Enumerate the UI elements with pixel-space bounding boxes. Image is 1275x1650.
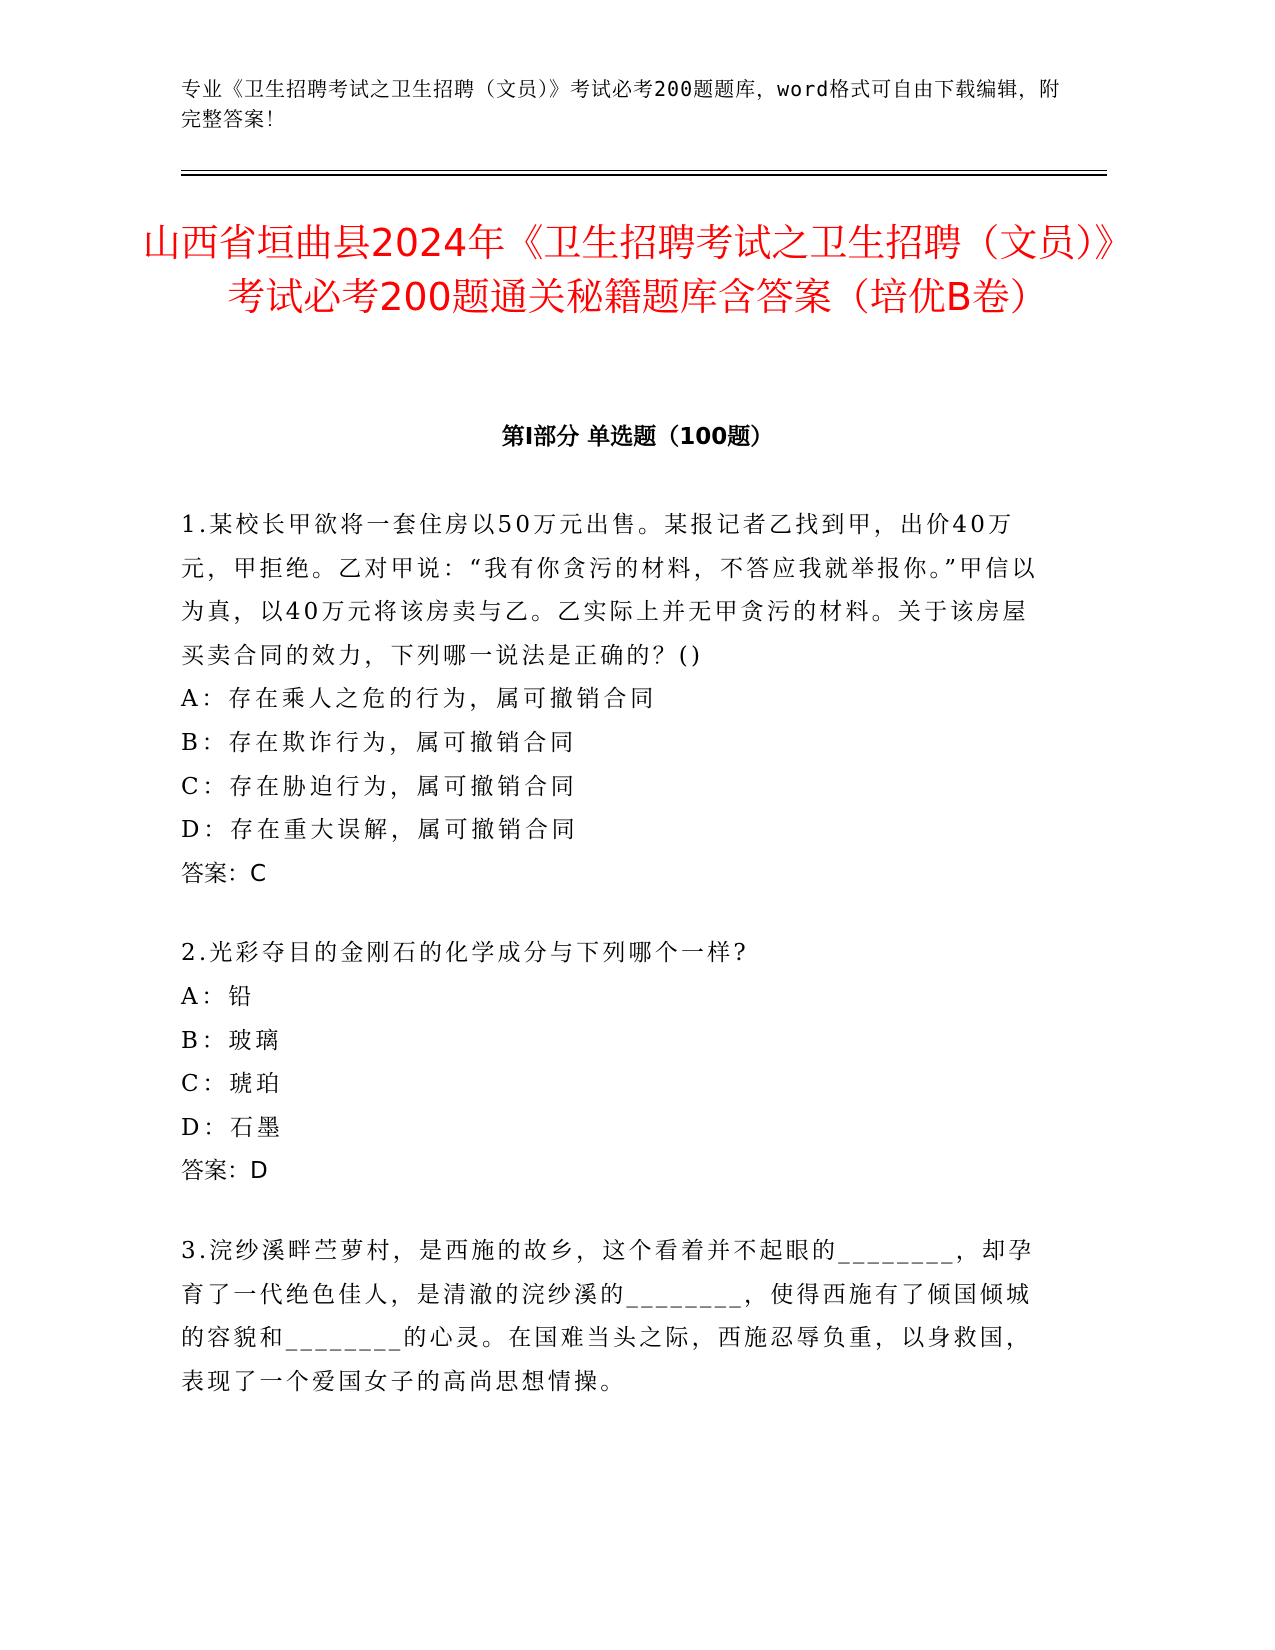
option-c: C：存在胁迫行为，属可撤销合同 bbox=[181, 773, 578, 800]
question-stem: 1.某校长甲欲将一套住房以50万元出售。某报记者乙找到甲，出价40万元，甲拒绝。乙对甲说：“我有你贪污的材料，不答应我就举报你。”甲信以为真，以40万元将该房卖与乙。乙实际上并无甲贪污的材料。关于该房屋买卖合同的效力，下列哪一说法是正确的？() bbox=[181, 512, 1038, 669]
option-a: A：存在乘人之危的行为，属可撤销合同 bbox=[181, 686, 658, 713]
section-heading: 第I部分 单选题（100题） bbox=[501, 424, 774, 450]
question-list bbox=[181, 504, 1041, 1440]
document-title: 山西省垣曲县2024年《卫生招聘考试之卫生招聘（文员）》考试必考200题通关秘籍题库含答案（培优B卷） bbox=[142, 221, 1133, 319]
question-1 bbox=[181, 504, 1041, 896]
option-d: D：存在重大误解，属可撤销合同 bbox=[181, 817, 579, 844]
header-divider-thick bbox=[181, 174, 1107, 176]
option-d: D：石墨 bbox=[181, 1114, 284, 1141]
question-stem: 3.浣纱溪畔苎萝村，是西施的故乡，这个看着并不起眼的________，却孕育了一代绝色佳人，是清澈的浣纱溪的________，使得西施有了倾国倾城的容貌和________的心灵。在国难当头之际，西施忍辱负重，以身救国，表现了一个爱国女子的高尚思想情操。 bbox=[181, 1237, 1035, 1395]
answer-line: 答案：D bbox=[181, 1158, 268, 1185]
option-b: B：玻璃 bbox=[181, 1027, 283, 1054]
option-a: A：铅 bbox=[181, 983, 256, 1010]
header-divider-thin bbox=[181, 170, 1107, 171]
option-b: B：存在欺诈行为，属可撤销合同 bbox=[181, 729, 577, 756]
answer-line: 答案：C bbox=[181, 860, 267, 887]
question-stem: 2.光彩夺目的金刚石的化学成分与下列哪个一样? bbox=[181, 940, 749, 967]
header-note: 专业《卫生招聘考试之卫生招聘（文员）》考试必考200题题库，word格式可自由下载编辑，附完整答案！ bbox=[181, 77, 1061, 131]
option-c: C：琥珀 bbox=[181, 1071, 283, 1098]
question-2 bbox=[181, 932, 1041, 1194]
question-3 bbox=[181, 1230, 1041, 1404]
